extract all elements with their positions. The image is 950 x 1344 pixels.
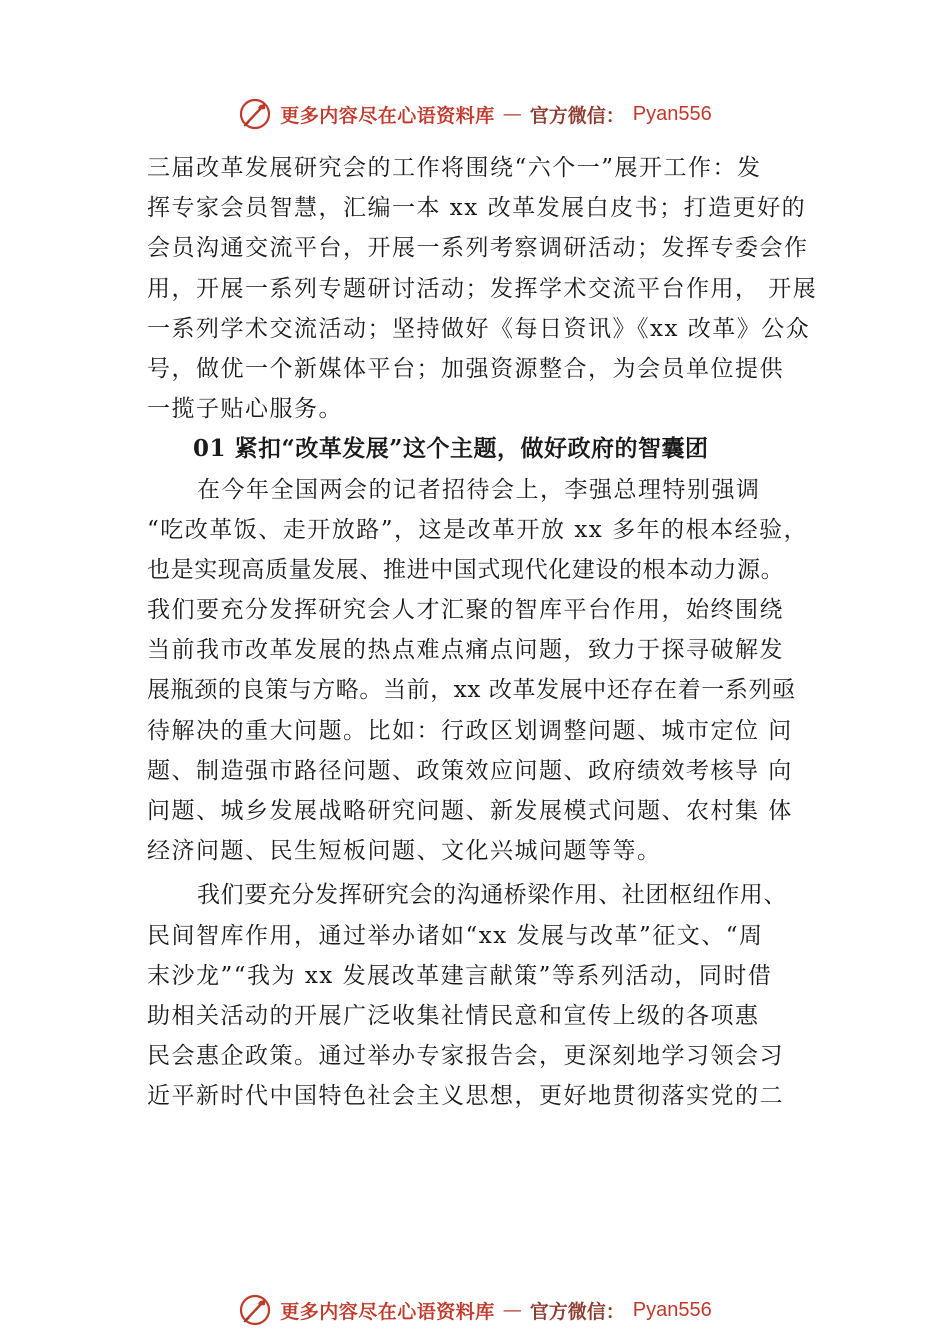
paragraph-1 (147, 148, 847, 429)
library-text: 更多内容尽在心语资料库 (280, 1300, 495, 1323)
text-line: 三届改革发展研究会的工作将围绕“六个一”展开工作：发 (147, 155, 762, 181)
header-watermark (0, 94, 950, 134)
text-line: 近平新时代中国特色社会主义思想，更好地贯彻落实党的二 (147, 1083, 784, 1110)
quill-logo-icon (238, 97, 272, 131)
separator-dash: — (502, 103, 522, 125)
library-text: 更多内容尽在心语资料库 (280, 104, 495, 127)
text-line: 当前我市改革发展的热点难点痛点问题，致力于探寻破解发 (147, 637, 784, 664)
text-line: 经济问题、民生短板问题、文化兴城问题等等。 (147, 838, 662, 865)
wechat-label: 官方微信： (529, 1300, 625, 1323)
footer-watermark (0, 1290, 950, 1330)
text-line: 号，做优一个新媒体平台；加强资源整合，为会员单位提供 (147, 355, 784, 382)
separator-dash: — (502, 1299, 522, 1321)
wechat-id: Pyan556 (632, 102, 712, 125)
text-line: 助相关活动的开展广泛收集社情民意和宣传上级的各项惠 (147, 1002, 760, 1029)
text-line: 用，开展一系列专题研讨活动；发挥学术交流平台作用， 开展 (147, 275, 818, 302)
text-line: 我们要充分发挥研究会的沟通桥梁作用、社团枢纽作用、 (197, 882, 787, 909)
paragraph-2 (147, 470, 847, 872)
section-heading: 01 紧扣“改革发展”这个主题，做好政府的智囊团 (193, 435, 709, 463)
text-line: 题、制造强市路径问题、政策效应问题、政府绩效考核导 向 (147, 757, 793, 784)
text-line: 待解决的重大问题。比如：行政区划调整问题、城市定位 问 (147, 717, 793, 744)
text-line: 一系列学术交流活动；坚持做好《每日资讯》《xx 改革》公众 (147, 315, 811, 342)
wechat-label: 官方微信： (529, 104, 625, 127)
wechat-id: Pyan556 (632, 1298, 712, 1321)
paragraph-3 (147, 875, 847, 1116)
text-line: 在今年全国两会的记者招待会上，李强总理特别强调 (197, 476, 761, 503)
quill-logo-icon (238, 1293, 272, 1327)
text-line: “吃改革饭、走开放路”，这是改革开放 xx 多年的根本经验， (147, 516, 809, 543)
text-line: 会员沟通交流平台，开展一系列考察调研活动；发挥专委会作 (147, 235, 809, 262)
text-line: 民间智库作用，通过举办诸如“xx 发展与改革”征文、“周 (147, 922, 764, 949)
text-line: 我们要充分发挥研究会人才汇聚的智库平台作用，始终围绕 (147, 597, 784, 624)
text-line: 民会惠企政策。通过举办专家报告会，更深刻地学习领会习 (147, 1043, 784, 1070)
text-line: 问题、城乡发展战略研究问题、新发展模式问题、农村集 体 (147, 798, 793, 824)
text-line: 挥专家会员智慧，汇编一本 xx 改革发展白皮书；打造更好的 (147, 195, 807, 222)
text-line: 也是实现高质量发展、推进中国式现代化建设的根本动力源。 (147, 556, 785, 583)
text-line: 末沙龙”“我为 xx 发展改革建言献策”等系列活动，同时借 (147, 962, 773, 989)
text-line: 一揽子贴心服务。 (147, 396, 343, 423)
document-body (147, 148, 847, 1117)
text-line: 展瓶颈的良策与方略。当前，xx 改革发展中还存在着一系列亟 (147, 677, 796, 704)
